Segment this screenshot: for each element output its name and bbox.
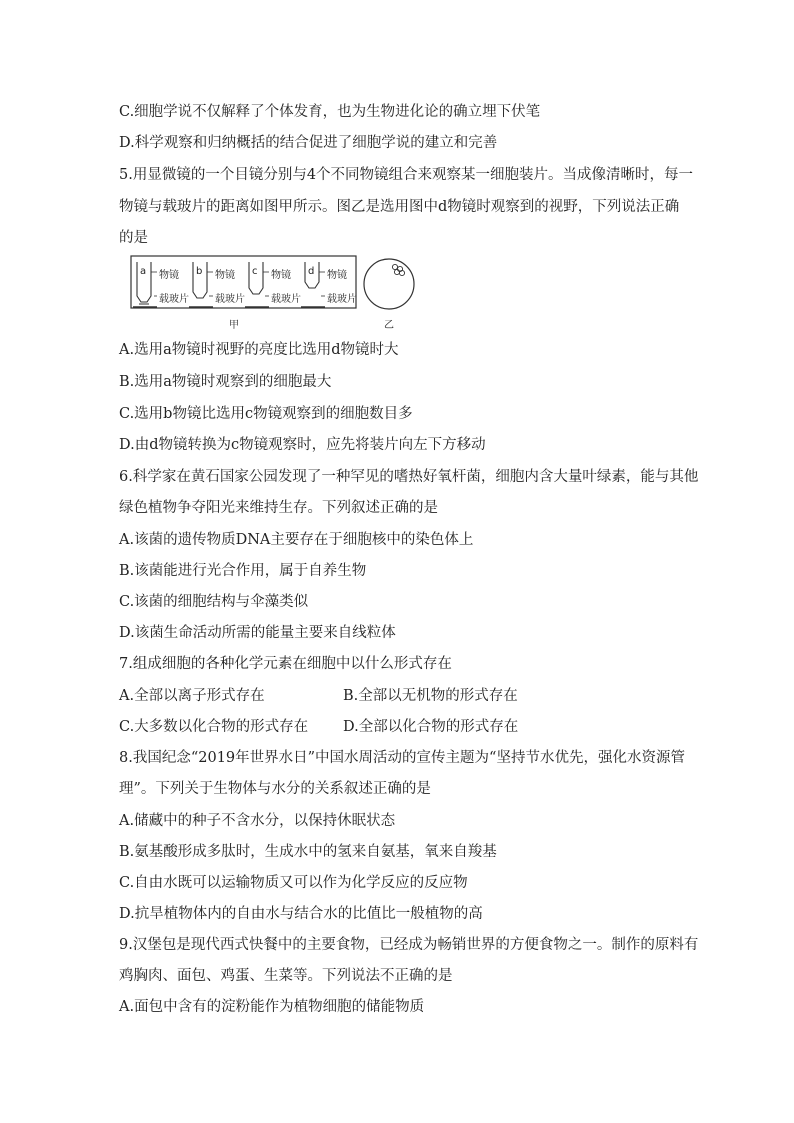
cell-cluster xyxy=(392,264,404,275)
objective-lens-label-a: 物镜 xyxy=(159,270,179,281)
question-5-line-3: 的是 xyxy=(119,230,148,246)
q8-option-b: B.氨基酸形成多肽时，生成水中的氢来自氨基，氧来自羧基 xyxy=(119,844,497,860)
q8-option-a: A.储藏中的种子不含水分，以保持休眠状态 xyxy=(119,813,396,829)
q7-option-d: D.全部以化合物的形式存在 xyxy=(343,719,519,735)
question-8-line-1: 8.我国纪念“2019年世界水日”中国水周活动的宣传主题为“坚持节水优先，强化水资源管 xyxy=(119,750,685,766)
objective-slide-label-a: 载玻片 xyxy=(159,294,189,305)
objective-lens-label-d: 物镜 xyxy=(327,270,347,281)
q6-option-a: A.该菌的遗传物质DNA主要存在于细胞核中的染色体上 xyxy=(119,532,474,548)
q9-option-a: A.面包中含有的淀粉能作为植物细胞的储能物质 xyxy=(119,999,425,1015)
field-of-view-circle xyxy=(364,259,414,309)
objective-lens-label-c: 物镜 xyxy=(271,270,291,281)
figure-label-jia: 甲 xyxy=(229,320,239,331)
figure-label-yi: 乙 xyxy=(384,320,394,331)
option-c-cell-theory: C.细胞学说不仅解释了个体发育，也为生物进化论的确立埋下伏笔 xyxy=(119,104,541,120)
question-9-line-1: 9.汉堡包是现代西式快餐中的主要食物，已经成为畅销世界的方便食物之一。制作的原料有 xyxy=(119,937,699,953)
question-6-line-2: 绿色植物争夺阳光来维持生存。下列叙述正确的是 xyxy=(119,500,438,516)
q5-option-b: B.选用a物镜时观察到的细胞最大 xyxy=(119,374,332,390)
q8-option-d: D.抗旱植物体内的自由水与结合水的比值比一般植物的高 xyxy=(119,906,483,922)
question-5-line-1: 5.用显微镜的一个目镜分别与4个不同物镜组合来观察某一细胞装片。当成像清晰时，每一 xyxy=(119,167,694,183)
objective-letter-c: c xyxy=(252,266,258,277)
objective-lens-label-b: 物镜 xyxy=(215,270,235,281)
option-d-cell-theory: D.科学观察和归纳概括的结合促进了细胞学说的建立和完善 xyxy=(119,135,498,151)
objective-slide-label-d: 载玻片 xyxy=(327,294,357,305)
objective-letter-b: b xyxy=(196,266,203,277)
objective-letter-a: a xyxy=(140,266,147,277)
q7-option-row-1 xyxy=(119,686,265,706)
q5-option-a: A.选用a物镜时视野的亮度比选用d物镜时大 xyxy=(119,342,399,358)
q7-option-a: A.全部以离子形式存在 xyxy=(119,688,265,704)
question-7: 7.组成细胞的各种化学元素在细胞中以什么形式存在 xyxy=(119,656,452,672)
objective-slide-label-b: 载玻片 xyxy=(215,294,245,305)
q6-option-c: C.该菌的细胞结构与伞藻类似 xyxy=(119,594,309,610)
q6-option-d: D.该菌生命活动所需的能量主要来自线粒体 xyxy=(119,625,396,641)
microscope-figure xyxy=(119,252,429,332)
q7-option-b: B.全部以无机物的形式存在 xyxy=(343,688,518,704)
q7-option-c: C.大多数以化合物的形式存在 xyxy=(119,719,309,735)
q5-option-c: C.选用b物镜比选用c物镜观察到的细胞数目多 xyxy=(119,406,413,422)
objective-slide-label-c: 载玻片 xyxy=(271,294,301,305)
q5-option-d: D.由d物镜转换为c物镜观察时，应先将装片向左下方移动 xyxy=(119,437,486,453)
question-5-line-2: 物镜与载玻片的距离如图甲所示。图乙是选用图中d物镜时观察到的视野，下列说法正确 xyxy=(119,199,680,215)
question-8-line-2: 理”。下列关于生物体与水分的关系叙述正确的是 xyxy=(119,781,431,797)
question-9-line-2: 鸡胸肉、面包、鸡蛋、生菜等。下列说法不正确的是 xyxy=(119,968,453,984)
q6-option-b: B.该菌能进行光合作用，属于自养生物 xyxy=(119,563,367,579)
objective-letter-d: d xyxy=(308,266,315,277)
q8-option-c: C.自由水既可以运输物质又可以作为化学反应的反应物 xyxy=(119,875,468,891)
question-6-line-1: 6.科学家在黄石国家公园发现了一种罕见的嗜热好氧杆菌，细胞内含大量叶绿素，能与其他 xyxy=(119,469,699,485)
